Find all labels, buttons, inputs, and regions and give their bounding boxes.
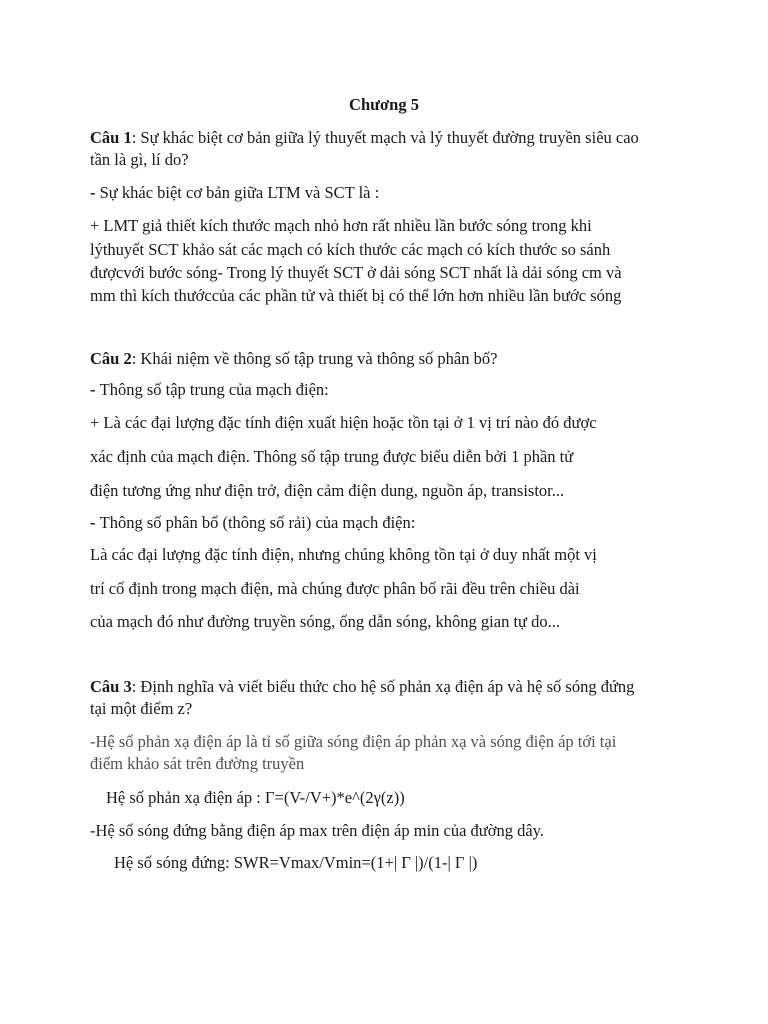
answer-1-heading-text: Sự khác biệt cơ bản giữa LTM và SCT là : (99, 183, 380, 202)
lumped-heading-text: Thông số tập trung của mạch điện: (99, 380, 329, 399)
question-2-text: : Khái niệm về thông số tập trung và thông số phân bố? (131, 349, 498, 368)
reflection-definition-line: -Hệ số phản xạ điện áp là tỉ số giữa sóng điện áp phản xạ và sóng điện áp tới tại (90, 732, 617, 751)
swr-formula: Hệ số sóng đứng: SWR=Vmax/Vmin=(1+| Γ |)/(1-| Γ |) (114, 853, 478, 872)
lumped-line: điện tương ứng như điện trở, điện cảm điện dung, nguồn áp, transistor... (90, 481, 565, 500)
answer-1-line: mm thì kích thướccủa các phần tử và thiết bị có thể lớn hơn nhiều lần bước sóng (90, 286, 622, 305)
question-3-label: Câu 3 (90, 677, 132, 696)
distributed-line: trí cố định trong mạch điện, mà chúng được phân bố rãi đều trên chiều dài (90, 579, 580, 598)
answer-1-heading (90, 183, 379, 203)
swr-definition: -Hệ số sóng đứng bằng điện áp max trên điện áp min của đường dây. (90, 821, 544, 840)
question-2-label: Câu 2 (90, 349, 132, 368)
answer-1-dash: - (90, 183, 100, 202)
answer-1-line: đượcvới bước sóng- Trong lý thuyết SCT ở dải sóng SCT nhất là dải sóng cm và (90, 263, 622, 282)
answer-1-line: lýthuyết SCT khảo sát các mạch có kích thước các mạch có kích thước so sánh (90, 240, 611, 259)
lumped-line: xác định của mạch điện. Thông số tập trung được biểu diễn bởi 1 phần tử (90, 447, 574, 466)
distributed-line: của mạch đó như đường truyền sóng, ống dẫn sóng, không gian tự do... (90, 612, 560, 631)
question-2 (90, 349, 497, 369)
lumped-line: + Là các đại lượng đặc tính điện xuất hiện hoặc tồn tại ở 1 vị trí nào đó được (90, 413, 597, 432)
distributed-dash: - (90, 513, 100, 532)
question-1 (90, 128, 639, 148)
question-1-text: : Sự khác biệt cơ bản giữa lý thuyết mạch và lý thuyết đường truyền siêu cao (131, 128, 639, 147)
question-1-label: Câu 1 (90, 128, 132, 147)
distributed-line: Là các đại lượng đặc tính điện, nhưng chúng không tồn tại ở duy nhất một vị (90, 545, 597, 564)
question-3-text: : Định nghĩa và viết biểu thức cho hệ số phản xạ điện áp và hệ số sóng đứng (131, 677, 635, 696)
answer-1-line: + LMT giả thiết kích thước mạch nhỏ hơn rất nhiều lần bước sóng trong khi (90, 216, 592, 235)
distributed-heading-text: Thông số phân bố (thông số rải) của mạch điện: (99, 513, 416, 532)
reflection-definition-line: điểm khảo sát trên đường truyền (90, 754, 305, 773)
lumped-dash: - (90, 380, 100, 399)
chapter-title: Chương 5 (349, 95, 419, 114)
question-1-text-cont: tần là gì, lí do? (90, 150, 189, 169)
reflection-coefficient-formula: Hệ số phản xạ điện áp : Γ=(V-/V+)*e^(2γ(z)) (106, 788, 405, 807)
question-3-text-cont: tại một điểm z? (90, 699, 193, 718)
question-3 (90, 677, 634, 697)
distributed-parameter-heading (90, 513, 415, 533)
lumped-parameter-heading (90, 380, 329, 400)
